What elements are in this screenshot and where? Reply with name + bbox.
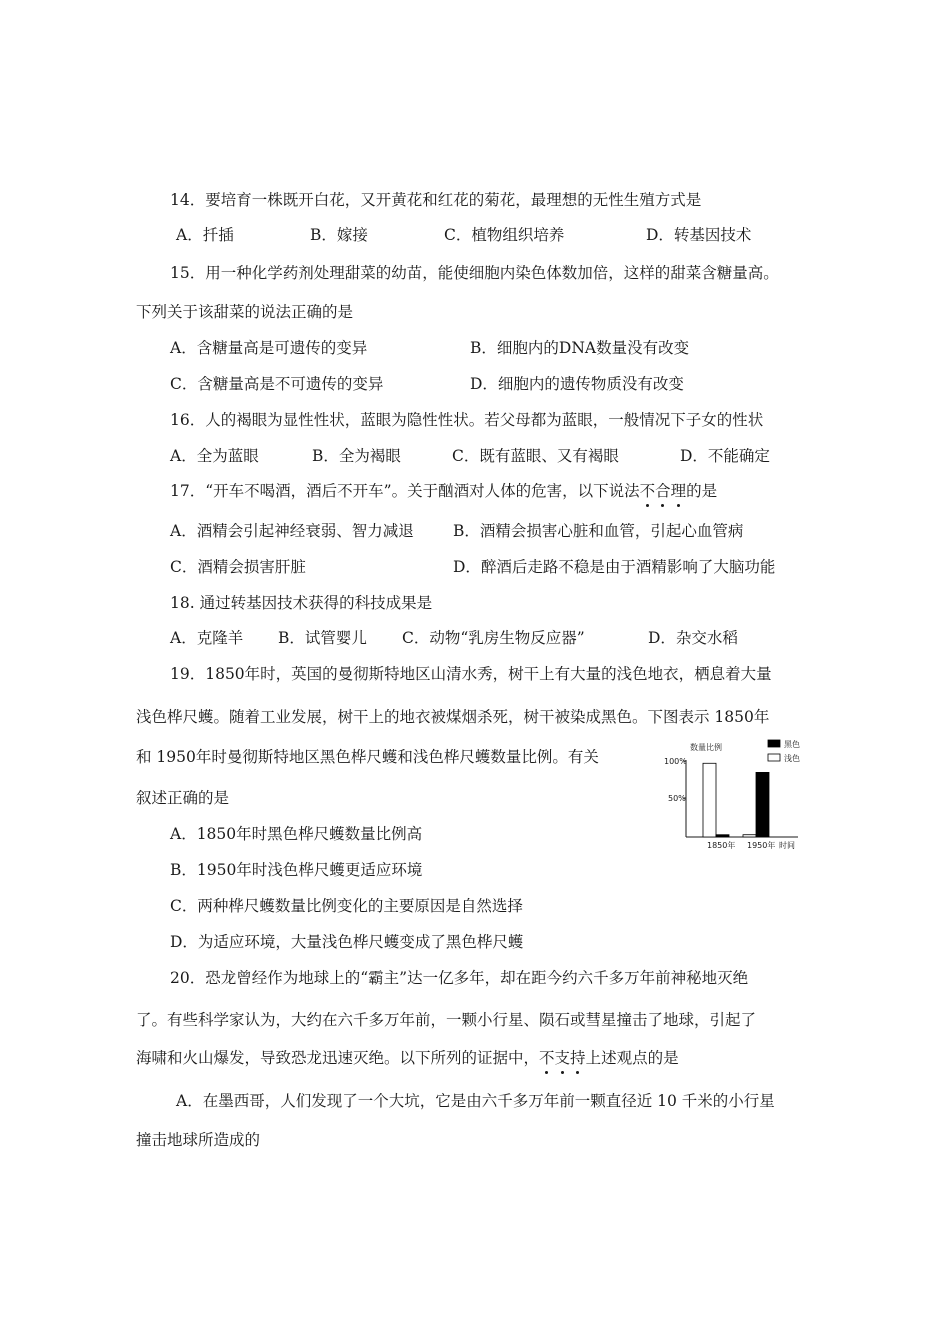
q17-stem-tail: 的是 [686,482,718,500]
bar-light-1850年 [703,763,716,837]
q17-option-a: A．酒精会引起神经衰弱、智力减退 [170,522,414,540]
q14-option-c: C．植物组织培养 [444,226,565,244]
q19-option-d: D．为适应环境，大量浅色桦尺蠖变成了黑色桦尺蠖 [170,933,524,951]
q19-stem-line3: 和 1950年时曼彻斯特地区黑色桦尺蠖和浅色桦尺蠖数量比例。有关 [136,748,599,766]
q17-option-d: D．醉酒后走路不稳是由于酒精影响了大脑功能 [453,558,776,576]
q20-stem-line2: 了。有些科学家认为，大约在六千多万年前，一颗小行星、陨石或彗星撞击了地球，引起了 [136,1011,757,1029]
q14-option-a: A．扦插 [176,226,234,244]
q18-option-c: C．动物“乳房生物反应器” [402,629,585,647]
legend-swatch-light [768,754,780,761]
q16-option-b: B．全为褐眼 [312,447,401,465]
q19-stem-line2: 浅色桦尺蠖。随着工业发展，树干上的地衣被煤烟杀死，树干被染成黑色。下图表示 1850年 [136,708,770,726]
q18-option-d: D．杂交水稻 [648,629,738,647]
q20-option-a-line2: 撞击地球所造成的 [136,1131,261,1149]
legend-swatch-black [768,740,780,747]
q16-stem: 16．人的褐眼为显性性状，蓝眼为隐性性状。若父母都为蓝眼，一般情况下子女的性状 [170,411,764,429]
bar-black-1850年 [716,835,729,837]
bar-light-1950年 [743,835,756,837]
q20-stem-line1: 20．恐龙曾经作为地球上的“霸主”达一亿多年，却在距今约六千多万年前神秘地灭绝 [170,969,749,987]
q20-stem-line3 [136,1048,679,1068]
q17-emphasis-char: 理 [670,482,687,500]
bar-black-1950年 [756,772,769,837]
q17-emphasis-char: 合 [655,482,671,500]
q18-stem: 18. 通过转基因技术获得的科技成果是 [170,594,433,612]
chart-x-tick-label: 1950年 [747,841,776,850]
q19-option-a: A．1850年时黑色桦尺蠖数量比例高 [170,825,423,843]
q17-emphasis-char: 不 [639,482,656,500]
chart-y-tick-label: 50% [668,794,686,803]
q17-option-c: C．酒精会损害肝脏 [170,558,306,576]
q20-emphasis-char: 持 [570,1049,586,1067]
q20-stem-text: 海啸和火山爆发，导致恐龙迅速灭绝。以下所列的证据中， [136,1049,540,1067]
q14-stem: 14．要培育一株既开白花，又开黄花和红花的菊花，最理想的无性生殖方式是 [170,191,702,209]
q15-option-d: D．细胞内的遗传物质没有改变 [470,375,684,393]
q19-option-b: B．1950年时浅色桦尺蠖更适应环境 [170,861,423,879]
legend-label-black: 黑色 [784,740,800,749]
q16-option-d: D．不能确定 [680,447,770,465]
q18-option-a: A．克隆羊 [170,629,244,647]
q17-stem [170,481,717,501]
q20-emphasis-char: 支 [554,1049,571,1067]
q15-option-a: A．含糖量高是可遗传的变异 [170,339,368,357]
q15-stem-line1: 15．用一种化学药剂处理甜菜的幼苗，能使细胞内染色体数加倍，这样的甜菜含糖量高。 [170,264,779,282]
chart-y-axis-label: 数量比例 [690,743,722,752]
q16-option-c: C．既有蓝眼、又有褐眼 [452,447,619,465]
q14-option-b: B．嫁接 [310,226,368,244]
q15-stem-line2: 下列关于该甜菜的说法正确的是 [136,303,354,321]
q16-option-a: A．全为蓝眼 [170,447,259,465]
q19-stem-line1: 19．1850年时，英国的曼彻斯特地区山清水秀，树干上有大量的浅色地衣，栖息着大量 [170,665,772,683]
q14-option-d: D．转基因技术 [646,226,752,244]
legend-label-light: 浅色 [784,754,800,763]
q19-stem-line4: 叙述正确的是 [136,789,230,807]
q20-stem-tail: 上述观点的是 [585,1049,679,1067]
q18-option-b: B．试管婴儿 [278,629,367,647]
q17-option-b: B．酒精会损害心脏和血管，引起心血管病 [453,522,744,540]
moth-ratio-bar-chart [660,736,810,854]
q15-option-b: B．细胞内的DNA数量没有改变 [470,339,690,357]
chart-y-tick-label: 100% [664,757,687,766]
chart-x-tick-label: 1850年 [707,841,736,850]
q20-option-a-line1: A．在墨西哥，人们发现了一个大坑，它是由六千多万年前一颗直径近 10 千米的小行星 [176,1092,775,1110]
q19-option-c: C．两种桦尺蠖数量比例变化的主要原因是自然选择 [170,897,523,915]
q17-stem-text: 17．“开车不喝酒，酒后不开车”。关于酗酒对人体的危害，以下说法 [170,482,640,500]
chart-x-axis-label: 时间 [779,841,795,850]
q20-emphasis-char: 不 [539,1049,555,1067]
q15-option-c: C．含糖量高是不可遗传的变异 [170,375,384,393]
